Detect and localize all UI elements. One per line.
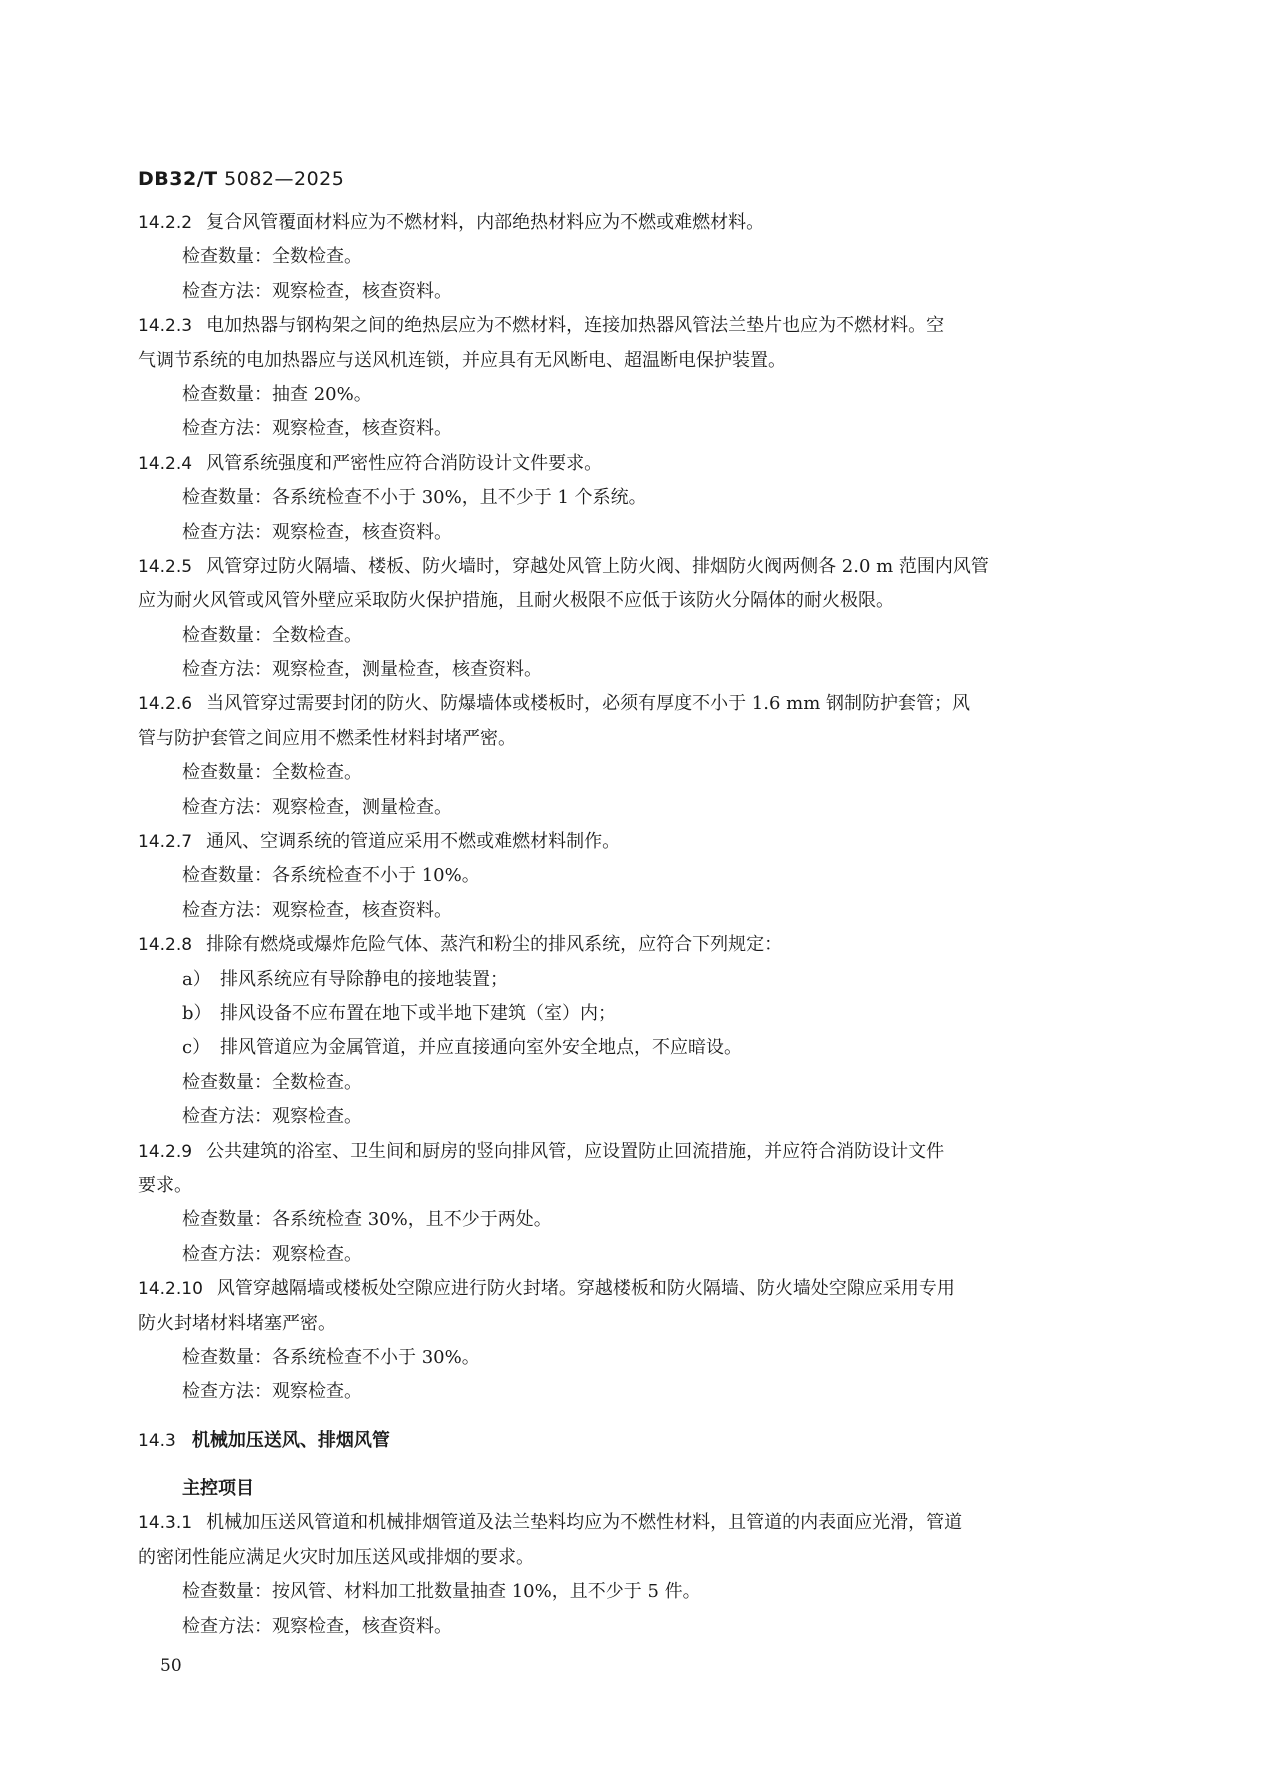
clause-number: 14.2.3 [138, 316, 193, 337]
list-item-text: 排风系统应有导除静电的接地装置； [220, 968, 508, 990]
section-title: 机械加压送风、排烟风管 [191, 1429, 390, 1451]
clause-text: 电加热器与钢构架之间的绝热层应为不燃材料，连接加热器风管法兰垫片也应为不燃材料。空 [206, 315, 945, 337]
clause-number: 14.2.9 [138, 1141, 193, 1162]
clause-text: 复合风管覆面材料应为不燃材料，内部绝热材料应为不燃或难燃材料。 [206, 212, 765, 233]
clause-number: 14.2.5 [138, 556, 193, 577]
clause-14-2-8 [138, 928, 1128, 962]
clause-14-2-7 [138, 825, 1128, 859]
clause-text: 风管穿越隔墙或楼板处空隙应进行防火封堵。穿越楼板和防火隔墙、防火墙处空隙应采用专用 [216, 1278, 955, 1300]
clause-text: 公共建筑的浴室、卫生间和厨房的竖向排风管，应设置防止回流措施，并应符合消防设计文件 [206, 1140, 945, 1162]
list-item-text: 排风设备不应布置在地下或半地下建筑（室）内； [220, 1002, 616, 1024]
clause-text-continued: 的密闭性能应满足火灾时加压送风或排烟的要求。 [138, 1546, 534, 1568]
clause-14-2-3 [138, 309, 1128, 343]
clause-text-continued: 管与防护套管之间应用不燃柔性材料封堵严密。 [138, 727, 516, 749]
inspection-quantity: 检查数量：全数检查。 [182, 246, 362, 268]
inspection-quantity: 检查数量：各系统检查不小于 10%。 [182, 865, 480, 887]
clause-text: 风管系统强度和严密性应符合消防设计文件要求。 [206, 452, 603, 474]
inspection-method: 检查方法：观察检查。 [182, 1106, 362, 1128]
inspection-method: 检查方法：观察检查，核查资料。 [182, 899, 452, 921]
clause-text: 机械加压送风管道和机械排烟管道及法兰垫料均应为不燃性材料，且管道的内表面应光滑，管道 [206, 1512, 963, 1534]
inspection-method: 检查方法：观察检查，核查资料。 [182, 1615, 452, 1637]
clause-text: 当风管穿过需要封闭的防火、防爆墙体或楼板时，必须有厚度不小于 1.6 mm 钢制防护套管；风 [206, 693, 971, 715]
clause-14-2-10 [138, 1272, 1128, 1306]
list-item-text: 排风管道应为金属管道，并应直接通向室外安全地点，不应暗设。 [220, 1037, 742, 1059]
list-marker: b） [182, 1002, 212, 1024]
clause-text-continued: 防火封堵材料堵塞严密。 [138, 1312, 336, 1334]
inspection-method: 检查方法：观察检查，测量检查，核查资料。 [182, 659, 542, 681]
list-item [138, 997, 1128, 1031]
clause-14-2-2 [138, 206, 1128, 240]
inspection-quantity: 检查数量：全数检查。 [182, 624, 362, 646]
inspection-quantity: 检查数量：全数检查。 [182, 1071, 362, 1093]
clause-number: 14.2.2 [138, 213, 193, 233]
list-item [138, 1031, 1128, 1065]
clause-14-2-4 [138, 447, 1128, 481]
clause-14-2-9 [138, 1135, 1128, 1169]
standard-prefix: DB32/T [138, 168, 218, 190]
inspection-quantity: 检查数量：按风管、材料加工批数量抽查 10%，且不少于 5 件。 [182, 1581, 701, 1603]
document-header [138, 168, 344, 190]
clause-text-continued: 应为耐火风管或风管外壁应采取防火保护措施，且耐火极限不应低于该防火分隔体的耐火极限。 [138, 590, 894, 612]
inspection-quantity: 检查数量：各系统检查不小于 30%，且不少于 1 个系统。 [182, 487, 647, 509]
inspection-quantity: 检查数量：抽查 20%。 [182, 383, 372, 405]
clause-text-continued: 要求。 [138, 1174, 192, 1196]
clause-14-3-1 [138, 1506, 1128, 1540]
page-number: 50 [160, 1656, 182, 1676]
section-number: 14.3 [138, 1430, 176, 1451]
clause-number: 14.2.4 [138, 453, 193, 474]
clause-text-continued: 气调节系统的电加热器应与送风机连锁，并应具有无风断电、超温断电保护装置。 [138, 349, 786, 371]
document-body [138, 206, 1128, 1644]
inspection-quantity: 检查数量：全数检查。 [182, 762, 362, 784]
list-item [138, 963, 1128, 997]
clause-number: 14.2.10 [138, 1279, 203, 1300]
clause-number: 14.2.7 [138, 832, 193, 853]
clause-text: 风管穿过防火隔墙、楼板、防火墙时，穿越处风管上防火阀、排烟防火阀两侧各 2.0 m 范围内风管 [206, 555, 989, 577]
list-marker: c） [182, 1037, 211, 1059]
list-marker: a） [182, 968, 211, 990]
inspection-method: 检查方法：观察检查。 [182, 1381, 362, 1403]
inspection-method: 检查方法：观察检查，核查资料。 [182, 280, 452, 302]
clause-14-2-6 [138, 687, 1128, 721]
clause-text: 排除有燃烧或爆炸危险气体、蒸汽和粉尘的排风系统，应符合下列规定： [206, 934, 783, 956]
clause-text: 通风、空调系统的管道应采用不燃或难燃材料制作。 [206, 831, 621, 853]
subheading-main-control-items: 主控项目 [182, 1478, 254, 1500]
inspection-quantity: 检查数量：各系统检查 30%，且不少于两处。 [182, 1209, 552, 1231]
clause-number: 14.2.8 [138, 935, 193, 956]
clause-14-2-5 [138, 550, 1128, 584]
inspection-method: 检查方法：观察检查，核查资料。 [182, 418, 452, 440]
clause-number: 14.2.6 [138, 694, 193, 715]
inspection-method: 检查方法：观察检查，测量检查。 [182, 796, 452, 818]
inspection-method: 检查方法：观察检查，核查资料。 [182, 521, 452, 543]
inspection-quantity: 检查数量：各系统检查不小于 30%。 [182, 1346, 480, 1368]
section-heading-14-3 [138, 1424, 1128, 1458]
clause-number: 14.3.1 [138, 1513, 193, 1534]
inspection-method: 检查方法：观察检查。 [182, 1243, 362, 1265]
standard-number: 5082—2025 [224, 168, 345, 190]
